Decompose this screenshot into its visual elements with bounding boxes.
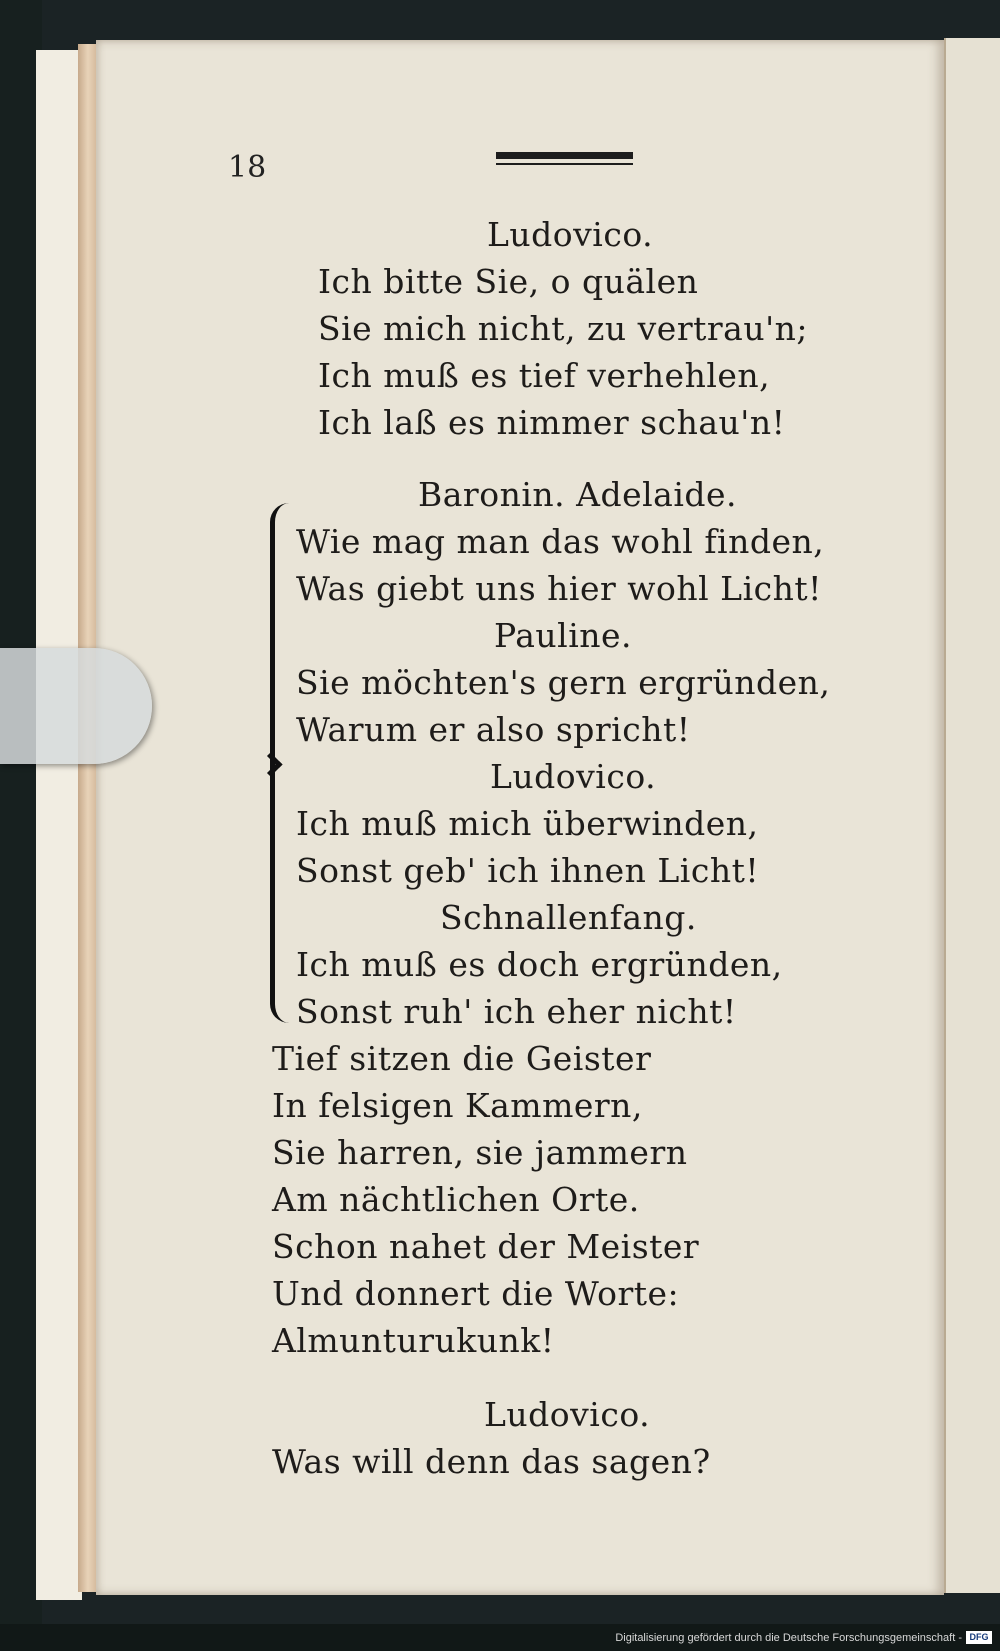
verse-line: Tief sitzen die Geister — [272, 1039, 652, 1078]
verse-line: Ich muß mich überwinden, — [296, 804, 759, 843]
verse-line: Sie harren, sie jammern — [272, 1133, 688, 1172]
dfg-logo: DFG — [966, 1631, 992, 1644]
verse-line: Ich laß es nimmer schau'n! — [318, 403, 786, 442]
speaker-heading: Ludovico. — [490, 757, 657, 796]
verse-line: Was will denn das sagen? — [272, 1442, 711, 1481]
verse-line: Ich muß es doch ergründen, — [296, 945, 783, 984]
footer-credit: Digitalisierung gefördert durch die Deutsche Forschungsgemeinschaft - — [615, 1632, 962, 1644]
verse-line: Ich muß es tief verhehlen, — [318, 356, 771, 395]
clear-bookmark-tab — [0, 648, 152, 764]
speaker-heading: Pauline. — [494, 616, 633, 655]
verse-line: Warum er also spricht! — [296, 710, 691, 749]
page-number: 18 — [228, 150, 267, 185]
facing-page-edge — [944, 38, 1000, 1593]
verse-line: Wie mag man das wohl finden, — [296, 522, 825, 561]
page-stack-edge — [36, 50, 82, 1600]
verse-line: Almunturukunk! — [272, 1321, 555, 1360]
speaker-heading: Ludovico. — [484, 1395, 651, 1434]
verse-line: In felsigen Kammern, — [272, 1086, 643, 1125]
header-rule — [496, 152, 633, 159]
verse-line: Sonst geb' ich ihnen Licht! — [296, 851, 760, 890]
verse-line: Und donnert die Worte: — [272, 1274, 680, 1313]
verse-line: Schon nahet der Meister — [272, 1227, 700, 1266]
speaker-heading: Schnallenfang. — [440, 898, 697, 937]
header-rule-thin — [496, 163, 633, 165]
speaker-heading: Ludovico. — [487, 215, 654, 254]
verse-line: Am nächtlichen Orte. — [272, 1180, 640, 1219]
speaker-heading: Baronin. Adelaide. — [418, 475, 738, 514]
verse-line: Was giebt uns hier wohl Licht! — [296, 569, 822, 608]
verse-line: Sie mich nicht, zu vertrau'n; — [318, 309, 809, 348]
verse-line: Sonst ruh' ich eher nicht! — [296, 992, 737, 1031]
verse-line: Ich bitte Sie, o quälen — [318, 262, 699, 301]
verse-line: Sie möchten's gern ergründen, — [296, 663, 831, 702]
